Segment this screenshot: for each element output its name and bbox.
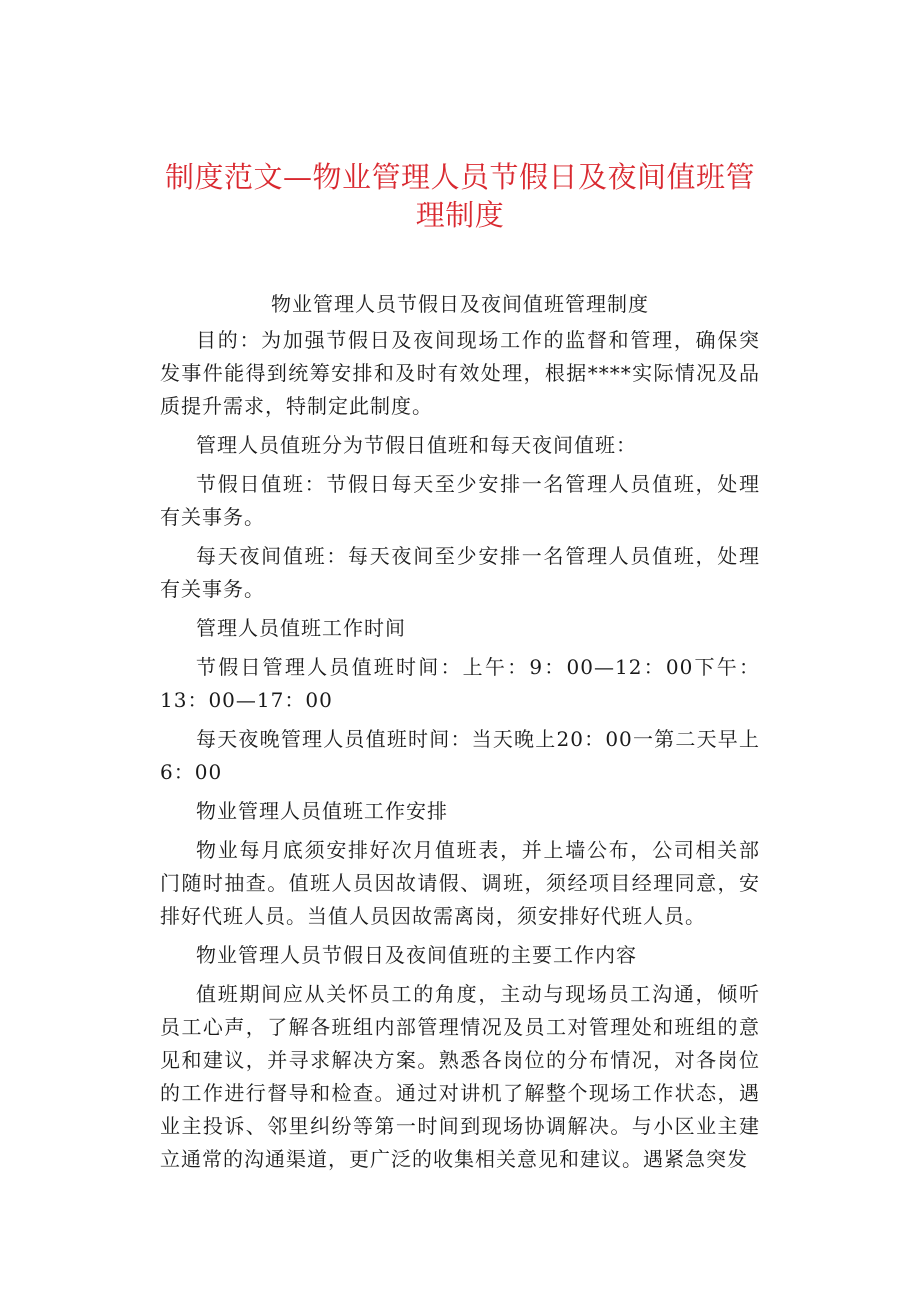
paragraph-duty-arrangement: 物业每月底须安排好次月值班表，并上墙公布，公司相关部门随时抽查。值班人员因故请假、调班，须经项目经理同意，安排好代班人员。当值人员因故需离岗，须安排好代班人员。: [160, 838, 760, 928]
paragraph-duty-content: 值班期间应从关怀员工的角度，主动与现场员工沟通，倾听员工心声，了解各班组内部管理情况及员工对管理处和班组的意见和建议，并寻求解决方案。熟悉各岗位的分布情况，对各岗位的工作进行督导和检查。通过对讲机了解整个现场工作状态，遇业主投诉、邻里纠纷等第一时间到现场协调解决。与小区业主建立通常的沟通渠道，更广泛的收集相关意见和建议。遇紧急突发: [160, 982, 760, 1171]
document-subtitle: 物业管理人员节假日及夜间值班管理制度: [271, 292, 649, 316]
paragraph-holiday-duty: 节假日值班：节假日每天至少安排一名管理人员值班，处理有关事务。: [160, 472, 760, 529]
heading-duty-content: 物业管理人员节假日及夜间值班的主要工作内容: [196, 943, 637, 967]
heading-duty-hours: 管理人员值班工作时间: [196, 616, 406, 640]
paragraph-holiday-hours: 节假日管理人员值班时间：上午：9：00—12：00下午：13：00—17：00: [160, 655, 760, 712]
paragraph-duty-types: 管理人员值班分为节假日值班和每天夜间值班：: [196, 433, 637, 457]
paragraph-night-hours: 每天夜晚管理人员值班时间：当天晚上20：00一第二天早上6：00: [160, 727, 760, 784]
heading-duty-arrangement: 物业管理人员值班工作安排: [196, 799, 448, 823]
paragraph-purpose: 目的：为加强节假日及夜间现场工作的监督和管理，确保突发事件能得到统筹安排和及时有效处理，根据****实际情况及品质提升需求，特制定此制度。: [160, 328, 760, 418]
document-body: [160, 288, 760, 1182]
document-title: 制度范文—物业管理人员节假日及夜间值班管理制度: [164, 160, 755, 232]
paragraph-night-duty: 每天夜间值班：每天夜间至少安排一名管理人员值班，处理有关事务。: [160, 544, 760, 601]
